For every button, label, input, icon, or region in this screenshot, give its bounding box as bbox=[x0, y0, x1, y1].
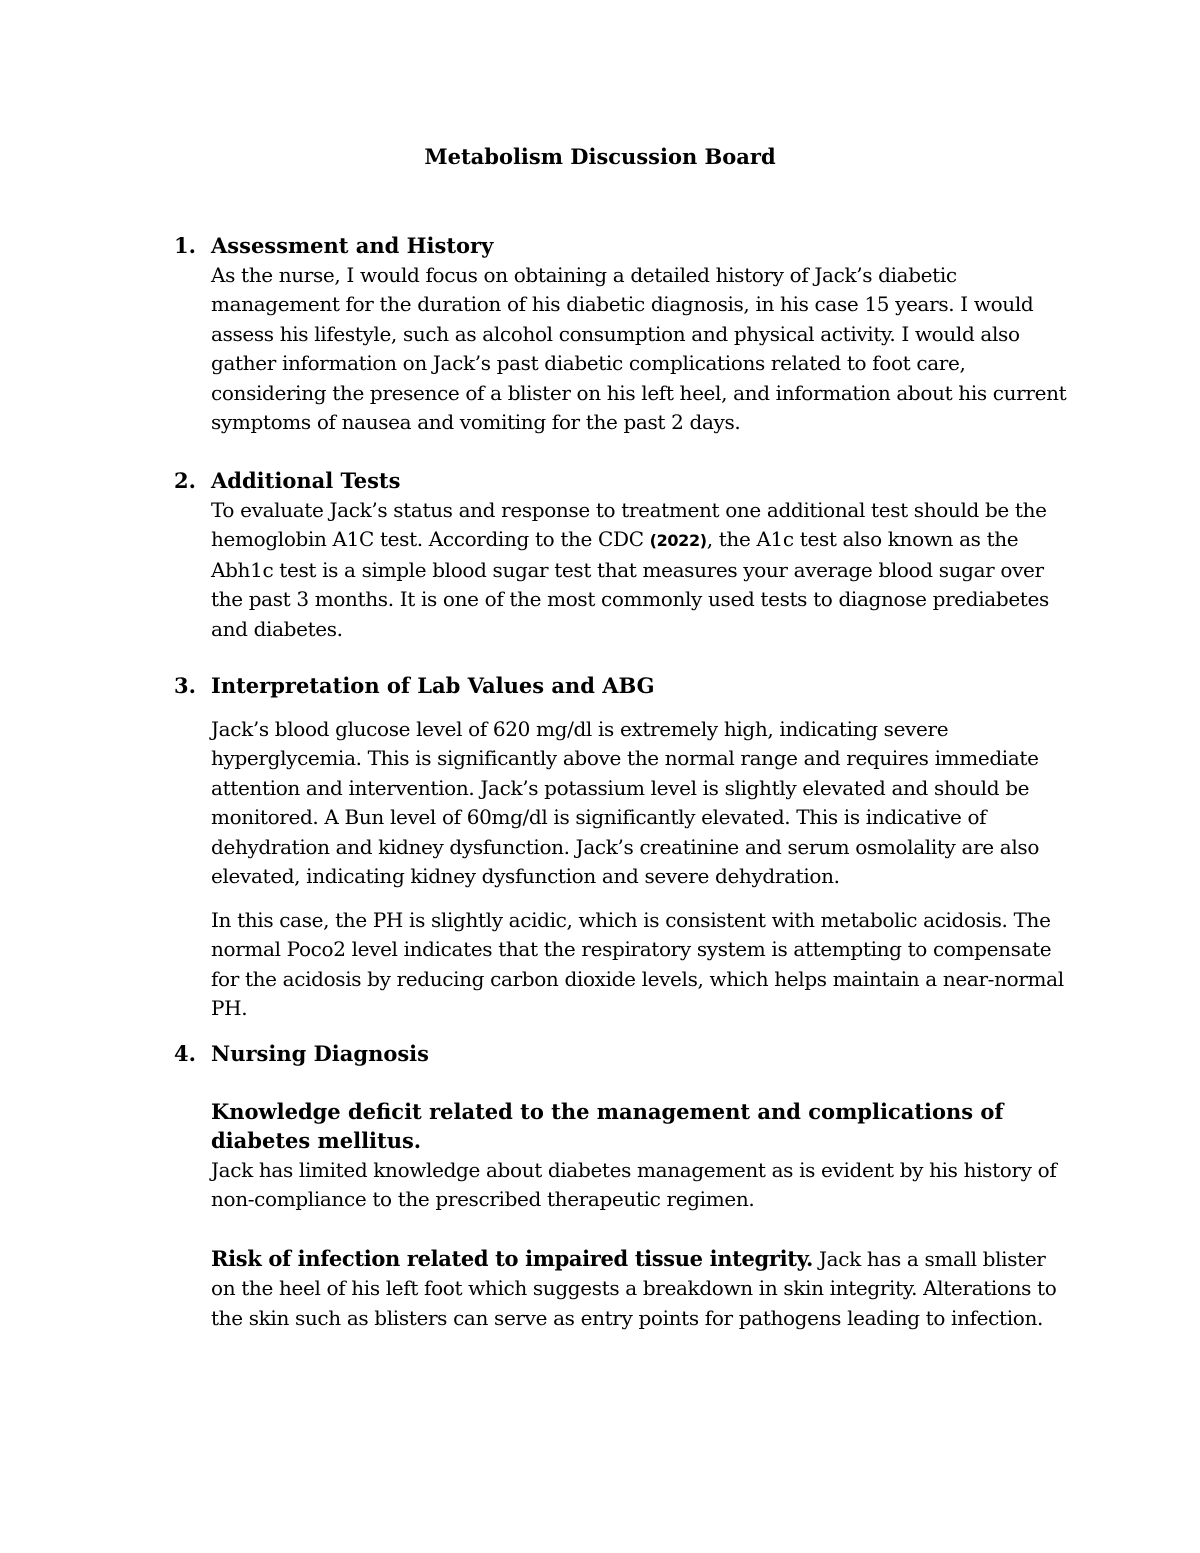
document-title: Metabolism Discussion Board bbox=[424, 144, 776, 169]
section-number: 4. bbox=[174, 1041, 196, 1066]
section-paragraph: In this case, the PH is slightly acidic, which is consistent with metabolic acidosis. The normal Poco2 level indicates that the respiratory system is attempting to compensate for the acidosis by reducing carbon dioxide levels, which helps maintain a near-normal PH. bbox=[211, 907, 1064, 1020]
section-paragraph: Jack’s blood glucose level of 620 mg/dl is extremely high, indicating severe hyperglycemia. This is significantly above the normal range and requires immediate attention and intervention. Jack’s potassium level is slightly elevated and should be monitored. A Bun level of 60mg/dl is significantly elevated. This is indicative of dehydration and kidney dysfunction. Jack’s creatinine and serum osmolality are also elevated, indicating kidney dysfunction and severe dehydration. bbox=[211, 716, 1040, 888]
section-number: 1. bbox=[174, 233, 196, 258]
section-heading: Interpretation of Lab Values and ABG bbox=[211, 673, 655, 698]
section-heading: Assessment and History bbox=[211, 233, 494, 258]
paragraph-text: , the A1c test also known as the Abh1c test is a simple blood sugar test that measures your average blood sugar over the past 3 months. It is one of the most commonly used tests to diagnose prediabetes and diabetes. bbox=[211, 527, 1049, 641]
section-number: 3. bbox=[174, 673, 196, 698]
section-number: 2. bbox=[174, 468, 196, 493]
section-body bbox=[211, 671, 1071, 1024]
section-body bbox=[211, 466, 1071, 644]
section-heading: Nursing Diagnosis bbox=[211, 1041, 429, 1066]
section-paragraph: As the nurse, I would focus on obtaining a detailed history of Jack’s diabetic management for the duration of his diabetic diagnosis, in his case 15 years. I would assess his lifestyle, such as alcohol consumption and physical activity. I would also gather information on Jack’s past diabetic complications related to foot care, considering the presence of a blister on his left heel, and information about his current symptoms of nausea and vomiting for the past 2 days. bbox=[211, 262, 1067, 434]
citation-year: (2022) bbox=[649, 531, 707, 550]
diagnosis-text: Jack has a small blister on the heel of his left foot which suggests a breakdown in skin integrity. Alterations to the skin such as blisters can serve as entry points for pathogens leading to infection. bbox=[211, 1246, 1057, 1330]
diagnosis-text: Jack has limited knowledge about diabetes management as is evident by his history of non-compliance to the prescribed therapeutic regimen. bbox=[211, 1157, 1057, 1211]
section-heading: Additional Tests bbox=[211, 468, 401, 493]
section-body bbox=[211, 1039, 1071, 1333]
diagnosis-title: Risk of infection related to impaired tissue integrity. bbox=[211, 1245, 813, 1271]
paragraph-text: To evaluate Jack’s status and response to treatment one additional test should be the hemoglobin A1C test. According to the CDC bbox=[211, 497, 1047, 551]
diagnosis-title: Knowledge deficit related to the management and complications of diabetes mellitus. bbox=[211, 1098, 1004, 1153]
section-body bbox=[211, 231, 1071, 438]
section-paragraph bbox=[211, 496, 1071, 645]
diagnosis-paragraph bbox=[211, 1244, 1071, 1334]
